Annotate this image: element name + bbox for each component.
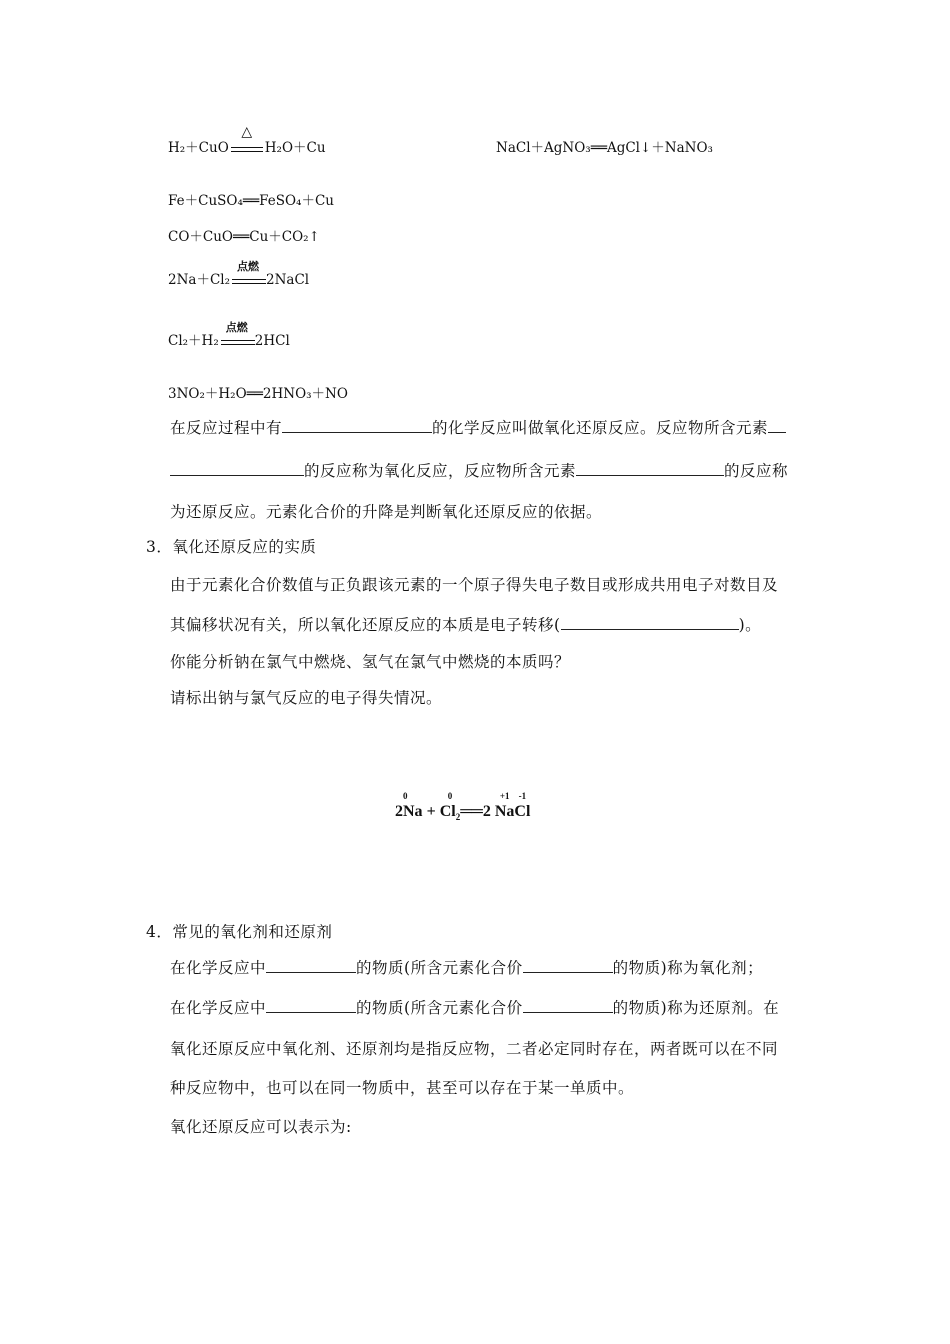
eq5-condition-label: 点燃 xyxy=(237,259,260,273)
formula: Na xyxy=(494,803,515,820)
eq5-left: 2Na＋Cl₂ xyxy=(168,272,231,288)
section4-line2 xyxy=(170,996,779,1018)
valence-label: 0 xyxy=(447,791,453,801)
eq6-condition-label: 点燃 xyxy=(225,320,248,334)
equation-co-cuo: CO＋CuO══Cu＋CO₂↑ xyxy=(168,229,320,245)
section3-line3: 你能分析钠在氯气中燃烧、氢气在氯气中燃烧的本质吗？ xyxy=(170,653,571,671)
valence-label: 0 xyxy=(403,791,408,801)
triangle-icon: △ xyxy=(241,123,253,140)
fill-blank[interactable] xyxy=(170,461,304,476)
na-reactant xyxy=(395,791,423,821)
eq6-right: 2HCl xyxy=(254,333,290,349)
formula: Cl xyxy=(514,803,531,820)
para1-line3: 为还原反应。元素化合价的升降是判断氧化还原反应的依据。 xyxy=(170,503,603,521)
fill-blank[interactable] xyxy=(523,958,613,973)
plus-sign: + xyxy=(426,803,436,820)
heat-condition xyxy=(229,123,265,157)
formula: Cl xyxy=(439,803,456,820)
electron-transfer-equation xyxy=(395,791,531,823)
na-product xyxy=(494,791,515,821)
valence-label: -1 xyxy=(518,791,527,801)
text: 在化学反应中 xyxy=(170,999,267,1017)
fill-blank[interactable] xyxy=(523,998,613,1013)
para1-line1 xyxy=(170,416,786,438)
ignite-condition xyxy=(230,259,266,289)
cl2-reactant xyxy=(439,791,461,823)
fill-blank[interactable] xyxy=(282,418,432,433)
equation-nacl-agno3: NaCl＋AgNO₃══AgCl↓＋NaNO₃ xyxy=(496,140,713,156)
text: 其偏移状况有关，所以氧化还原反应的本质是电子转移( xyxy=(170,616,561,634)
equals-sign: ══2 xyxy=(460,803,491,820)
equation-fe-cuso4: Fe＋CuSO₄══FeSO₄＋Cu xyxy=(168,193,334,209)
fill-blank[interactable] xyxy=(576,461,724,476)
section4-heading: 4．常见的氧化剂和还原剂 xyxy=(146,923,333,941)
equation-h2-cuo xyxy=(168,123,326,157)
text: 的物质)称为还原剂。在 xyxy=(612,999,780,1017)
text: 的物质(所含元素化合价 xyxy=(356,959,523,977)
text: 的物质(所含元素化合价 xyxy=(356,999,523,1017)
section4-line3: 氧化还原反应中氧化剂、还原剂均是指反应物，二者必定同时存在，两者既可以在不同 xyxy=(170,1040,779,1058)
eq5-right: 2NaCl xyxy=(266,272,310,288)
formula: 2Na xyxy=(395,803,423,820)
fill-blank[interactable] xyxy=(768,418,786,433)
text: 的物质)称为氧化剂； xyxy=(612,959,764,977)
subscript: 2 xyxy=(455,812,461,823)
para1-line2 xyxy=(170,459,788,481)
section4-line5: 氧化还原反应可以表示为: xyxy=(170,1118,352,1136)
section4-line4: 种反应物中，也可以在同一物质中，甚至可以存在于某一单质中。 xyxy=(170,1079,635,1097)
valence-label: +1 xyxy=(499,791,510,801)
eq1-right: H₂O＋Cu xyxy=(264,140,326,156)
section3-heading: 3．氧化还原反应的实质 xyxy=(146,538,317,556)
text: 在化学反应中 xyxy=(170,959,267,977)
eq1-left: H₂＋CuO xyxy=(168,140,229,156)
text: 在反应过程中有 xyxy=(170,419,283,437)
equation-cl2-h2 xyxy=(168,320,290,350)
section3-line1: 由于元素化合价数值与正负跟该元素的一个原子得失电子数目或形成共用电子对数目及 xyxy=(170,576,779,594)
text: )。 xyxy=(738,616,762,634)
text: 的反应称 xyxy=(724,462,789,480)
text: 的反应称为氧化反应，反应物所含元素 xyxy=(304,462,577,480)
fill-blank[interactable] xyxy=(266,958,356,973)
eq6-left: Cl₂＋H₂ xyxy=(168,333,219,349)
cl-product xyxy=(514,791,531,821)
text: 的化学反应叫做氧化还原反应。反应物所含元素 xyxy=(432,419,769,437)
equation-na-cl2 xyxy=(168,259,310,289)
fill-blank[interactable] xyxy=(266,998,356,1013)
ignite-condition xyxy=(219,320,255,350)
section3-line4: 请标出钠与氯气反应的电子得失情况。 xyxy=(170,689,443,707)
section4-line1 xyxy=(170,956,763,978)
fill-blank[interactable] xyxy=(561,615,739,630)
equation-no2-h2o: 3NO₂＋H₂O══2HNO₃＋NO xyxy=(168,386,348,402)
section3-line2 xyxy=(170,613,761,635)
